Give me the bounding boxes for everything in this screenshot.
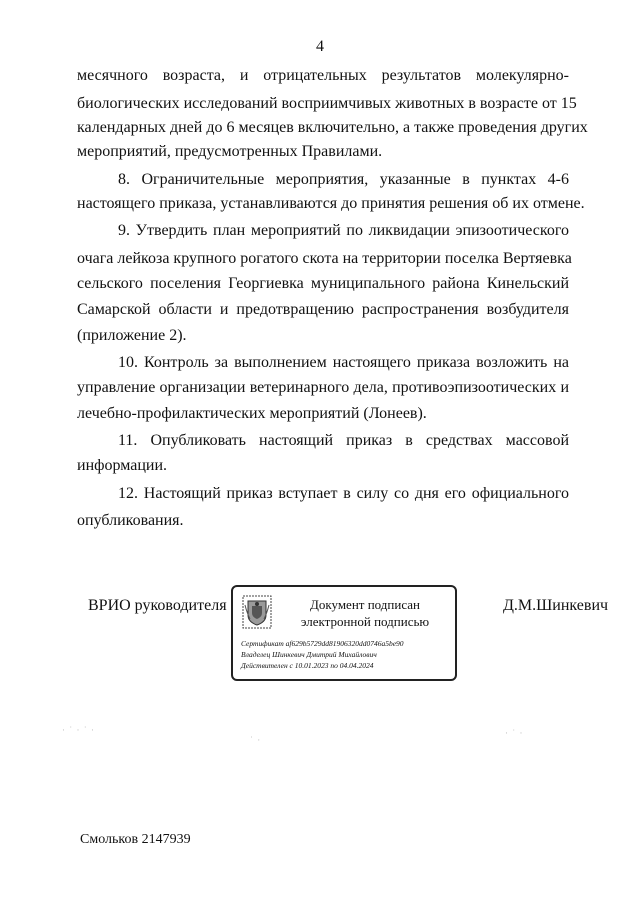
page-number: 4 — [316, 38, 324, 55]
paragraph-line: мероприятий, предусмотренных Правилами. — [77, 143, 383, 160]
coat-of-arms-icon — [242, 595, 272, 629]
scan-noise: · ˙ · — [505, 728, 524, 738]
scan-noise: ˙ · — [250, 735, 262, 745]
stamp-certificate: Сертификат af629b5729dd81906320dd0746a5be90 — [241, 639, 404, 648]
paragraph-line: 10. Контроль за выполнением настоящего приказа возложить на — [118, 354, 569, 371]
paragraph-line: (приложение 2). — [77, 327, 187, 344]
paragraph-line: биологических исследований восприимчивых животных в возрасте от 15 — [77, 95, 577, 112]
paragraph-line: 11. Опубликовать настоящий приказ в средствах массовой — [118, 432, 569, 449]
stamp-title-line: Документ подписан — [310, 597, 420, 612]
stamp-owner: Владелец Шинкевич Дмитрий Михайлович — [241, 650, 377, 659]
paragraph-line: опубликования. — [77, 512, 184, 529]
electronic-signature-stamp — [231, 585, 457, 681]
paragraph-line: настоящего приказа, устанавливаются до принятия решения об их отмене. — [77, 195, 585, 212]
scan-noise: · ˙ · ˙ · — [62, 725, 95, 735]
paragraph-line: месячного возраста, и отрицательных результатов молекулярно- — [77, 67, 569, 84]
executor-info: Смольков 2147939 — [80, 832, 191, 847]
paragraph-line: календарных дней до 6 месяцев включительно, а также проведения других — [77, 119, 588, 136]
paragraph-line: лечебно-профилактических мероприятий (Лонеев). — [77, 405, 427, 422]
paragraph-line: очага лейкоза крупного рогатого скота на территории поселка Вертяевка — [77, 250, 572, 267]
paragraph-line: управление организации ветеринарного дела, противоэпизоотических и — [77, 379, 569, 396]
paragraph-line: 12. Настоящий приказ вступает в силу со дня его официального — [118, 485, 569, 502]
paragraph-line: 8. Ограничительные мероприятия, указанные в пунктах 4-6 — [118, 171, 569, 188]
paragraph-line: информации. — [77, 457, 168, 474]
paragraph-line: 9. Утвердить план мероприятий по ликвидации эпизоотического — [118, 222, 569, 239]
stamp-title-line: электронной подписью — [300, 614, 430, 629]
stamp-validity: Действителен с 10.01.2023 по 04.04.2024 — [241, 661, 374, 670]
paragraph-line: сельского поселения Георгиевка муниципального района Кинельский — [77, 275, 569, 292]
signer-name: Д.М.Шинкевич — [503, 597, 609, 614]
signer-title: ВРИО руководителя — [88, 597, 227, 614]
paragraph-line: Самарской области и предотвращению распространения возбудителя — [77, 301, 569, 318]
